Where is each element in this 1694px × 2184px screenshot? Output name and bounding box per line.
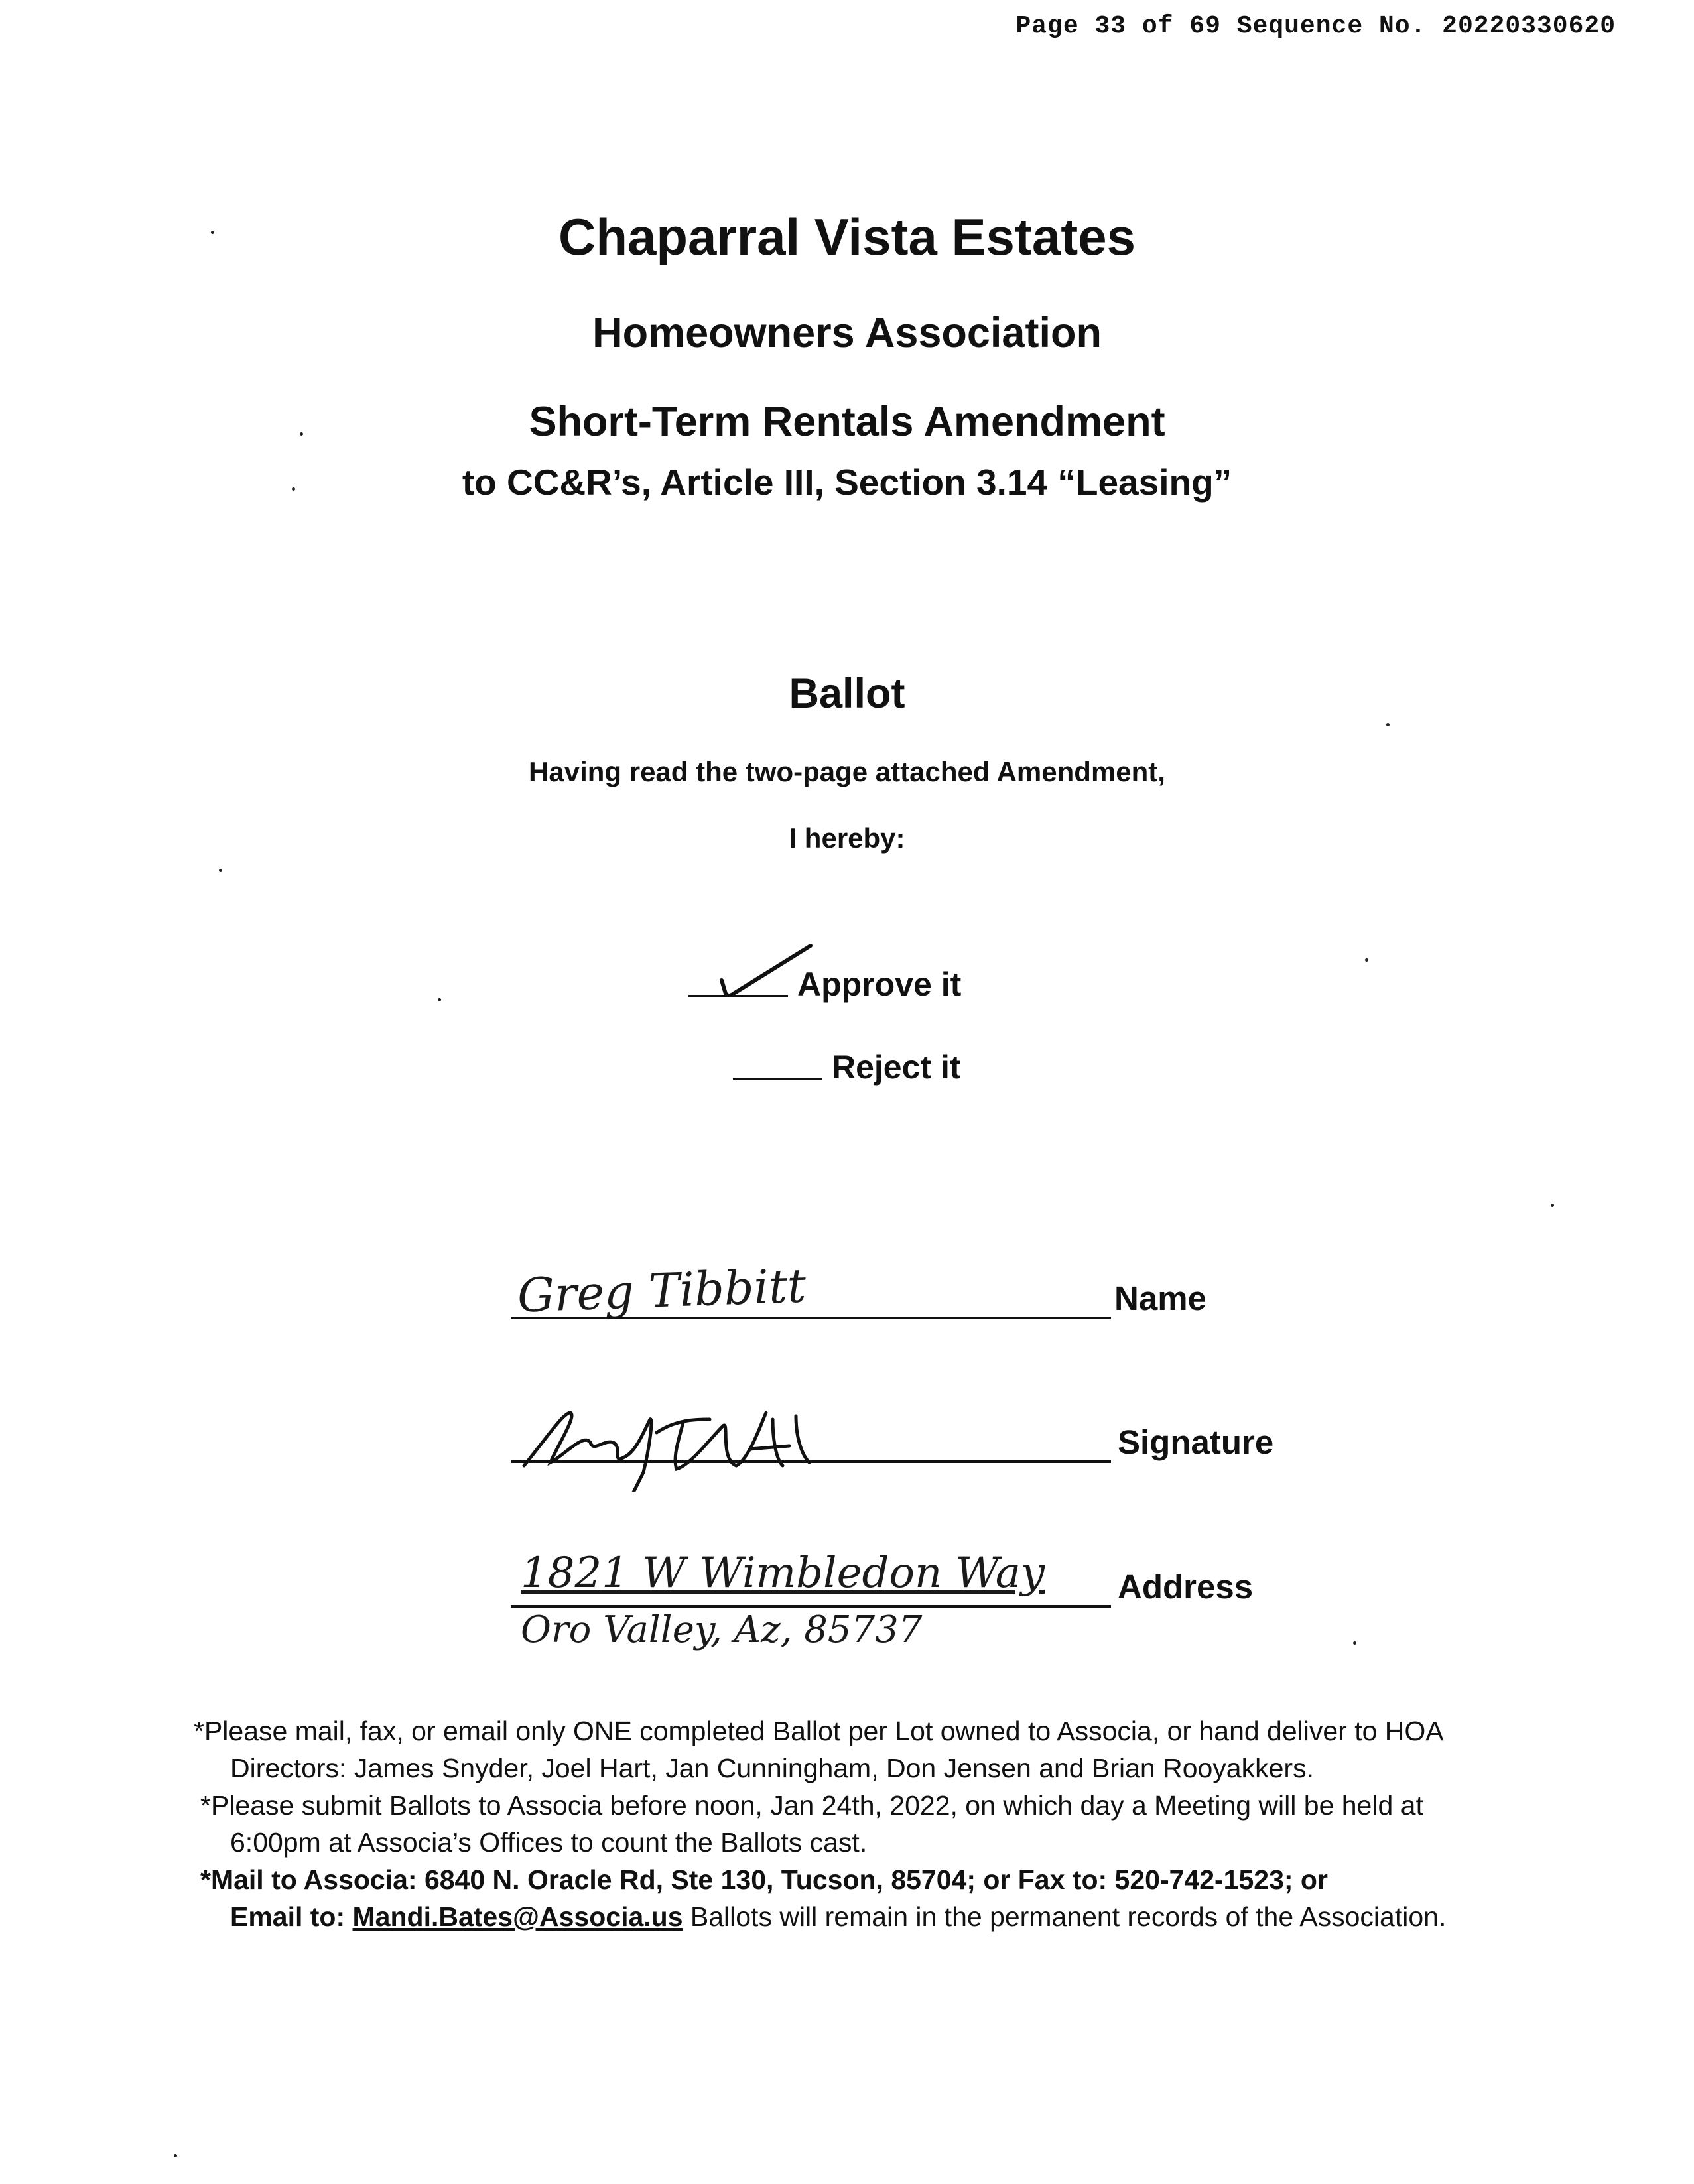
email-prefix: Email to: <box>230 1901 353 1932</box>
signature-line[interactable] <box>511 1460 1111 1463</box>
scan-speck <box>292 487 295 491</box>
note-mail-address: *Mail to Associa: 6840 N. Oracle Rd, Ste 130, Tucson, 85704; or Fax to: 520-742-1523; or <box>200 1864 1328 1895</box>
scan-speck <box>438 998 441 1001</box>
amendment-title: Short-Term Rentals Amendment <box>529 399 1165 445</box>
scan-speck <box>219 869 222 872</box>
address-handwritten-line2: Oro Valley, Az, 85737 <box>521 1608 923 1651</box>
note-deadline: *Please submit Ballots to Associa before noon, Jan 24th, 2022, on which day a Meeting will be held at <box>200 1790 1423 1821</box>
name-label: Name <box>1114 1279 1206 1317</box>
name-line[interactable] <box>511 1317 1111 1319</box>
address-handwritten-line1: 1821 W Wimbledon Way <box>521 1549 1045 1598</box>
approve-label: Approve it <box>797 966 962 1003</box>
signature-mark <box>511 1393 856 1492</box>
name-handwritten: Greg Tibbitt <box>516 1258 807 1323</box>
ballot-intro-hereby: I hereby: <box>789 822 905 854</box>
address-line[interactable] <box>511 1605 1111 1608</box>
scan-speck <box>1365 958 1368 962</box>
ballot-heading: Ballot <box>789 671 905 717</box>
page-sequence-header: Page 33 of 69 Sequence No. 20220330620 <box>1015 12 1616 40</box>
records-note: Ballots will remain in the permanent records of the Association. <box>683 1901 1447 1932</box>
note-delivery: *Please mail, fax, or email only ONE completed Ballot per Lot owned to Associa, or hand deliver to HOA <box>194 1716 1444 1746</box>
scan-speck <box>1353 1641 1356 1645</box>
ballot-intro: Having read the two-page attached Amendment, <box>529 756 1165 787</box>
signature-label: Signature <box>1118 1423 1274 1461</box>
scan-speck <box>174 2154 177 2157</box>
scan-speck <box>1551 1204 1554 1207</box>
scan-speck <box>300 432 303 436</box>
scan-speck <box>211 231 214 234</box>
association-name: Chaparral Vista Estates <box>558 208 1136 266</box>
email-link[interactable]: Mandi.Bates@Associa.us <box>352 1901 683 1932</box>
instructions-block <box>194 1712 1446 1935</box>
note-directors: Directors: James Snyder, Joel Hart, Jan Cunningham, Don Jensen and Brian Rooyakkers. <box>230 1753 1314 1783</box>
association-subtitle: Homeowners Association <box>592 310 1102 356</box>
reject-blank[interactable] <box>733 1078 822 1080</box>
address-label: Address <box>1118 1568 1254 1606</box>
amendment-reference: to CC&R’s, Article III, Section 3.14 “Leasing” <box>462 462 1232 503</box>
scan-speck <box>1386 723 1390 726</box>
reject-label: Reject it <box>832 1049 961 1086</box>
note-meeting: 6:00pm at Associa’s Offices to count the Ballots cast. <box>230 1827 868 1858</box>
note-email-line <box>194 1898 1446 1935</box>
